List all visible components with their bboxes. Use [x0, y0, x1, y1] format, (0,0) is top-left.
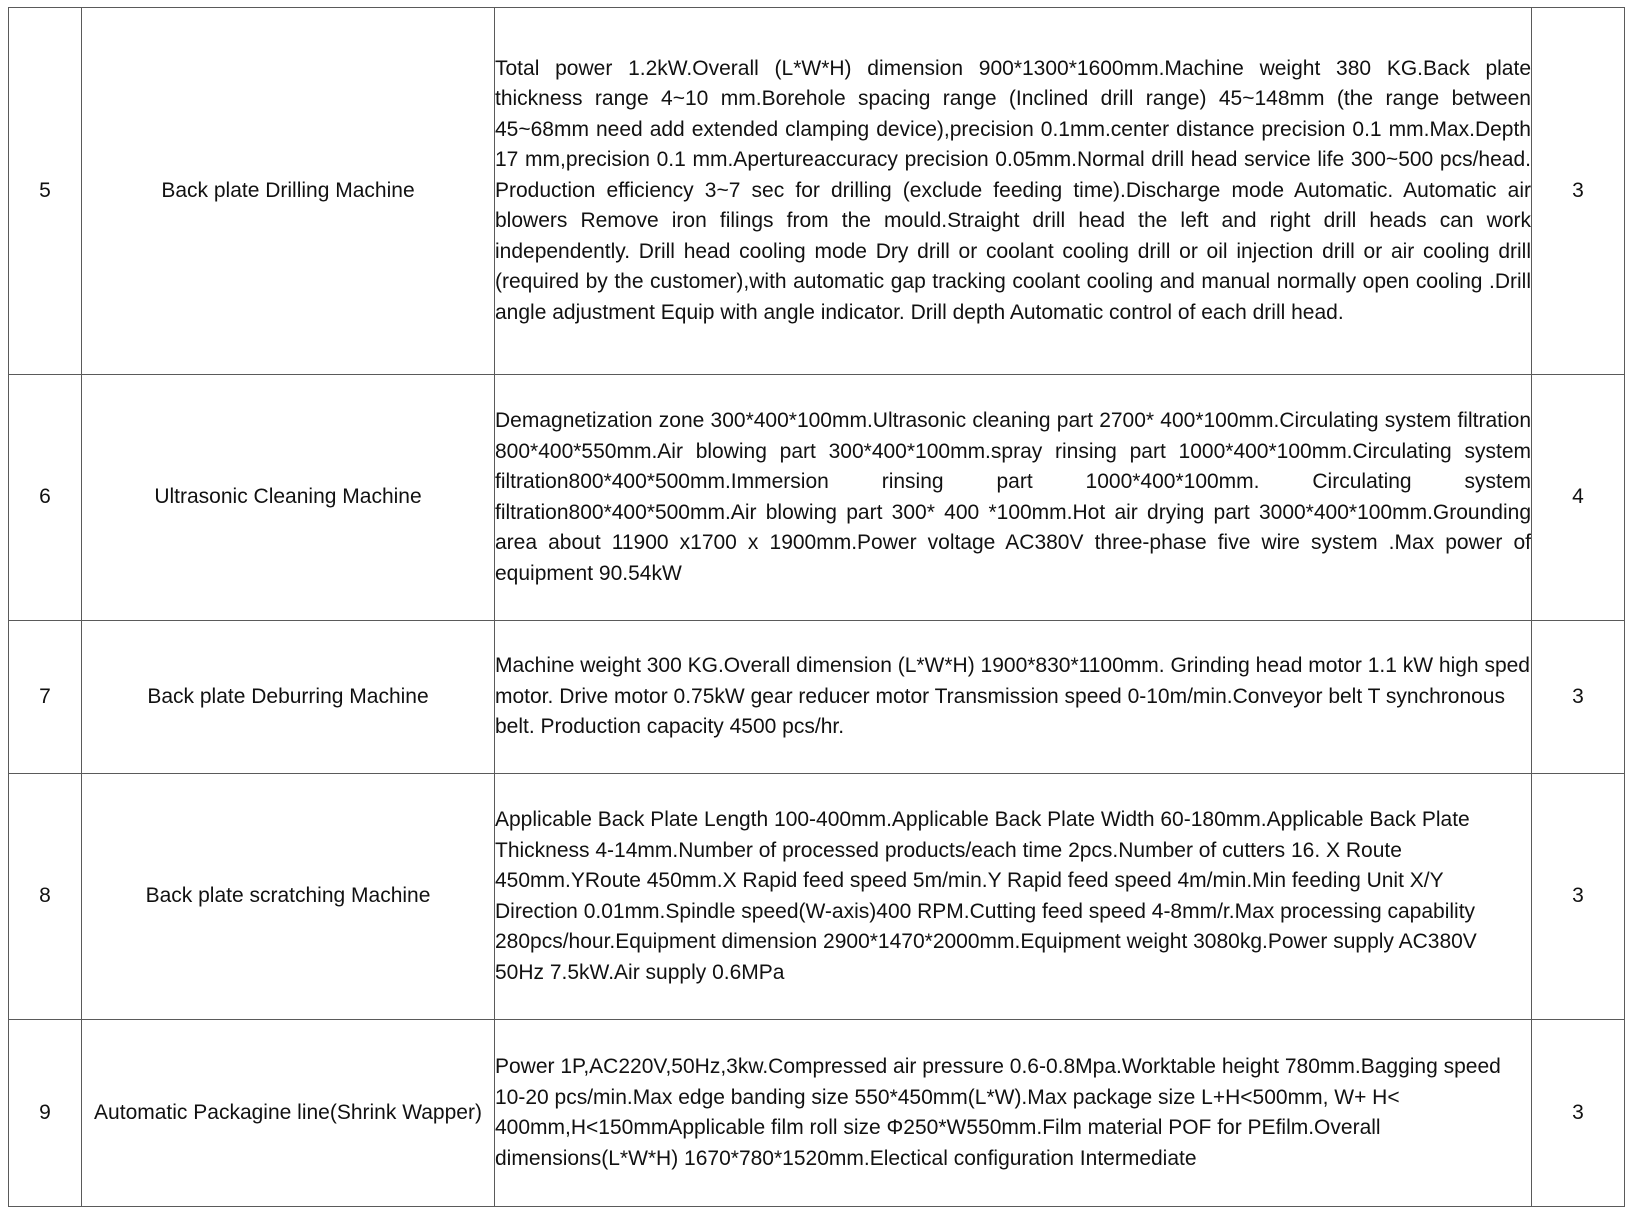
- machine-description: Demagnetization zone 300*400*100mm.Ultrasonic cleaning part 2700* 400*100mm.Circulating system filtration 800*400*550mm.Air blowing part 300*400*100mm.spray rinsing part 1000*400*100mm.Circulating system filtration800*400*500mm.Immersion rinsing part 1000*400*100mm. Circulating system filtration800*400*500mm.Air blowing part 300* 400 *100mm.Hot air drying part 3000*400*100mm.Grounding area about 11900 x1700 x 1900mm.Power voltage AC380V three-phase five wire system .Max power of equipment 90.54kW: [495, 375, 1532, 621]
- table-row: [9, 1020, 1625, 1207]
- table-row: [9, 375, 1625, 621]
- table-row: [9, 774, 1625, 1020]
- machine-name: Back plate scratching Machine: [82, 774, 495, 1020]
- machine-description: Applicable Back Plate Length 100-400mm.Applicable Back Plate Width 60-180mm.Applicable Back Plate Thickness 4-14mm.Number of processed products/each time 2pcs.Number of cutters 16. X Route 450mm.YRoute 450mm.X Rapid feed speed 5m/min.Y Rapid feed speed 4m/min.Min feeding Unit X/Y Direction 0.01mm.Spindle speed(W-axis)400 RPM.Cutting feed speed 4-8mm/r.Max processing capability 280pcs/hour.Equipment dimension 2900*1470*2000mm.Equipment weight 3080kg.Power supply AC380V 50Hz 7.5kW.Air supply 0.6MPa: [495, 774, 1532, 1020]
- machine-description: Total power 1.2kW.Overall (L*W*H) dimension 900*1300*1600mm.Machine weight 380 KG.Back plate thickness range 4~10 mm.Borehole spacing range (Inclined drill range) 45~148mm (the range between 45~68mm need add extended clamping device),precision 0.1mm.center distance precision 0.1 mm.Max.Depth 17 mm,precision 0.1 mm.Apertureaccuracy precision 0.05mm.Normal drill head service life 300~500 pcs/head. Production efficiency 3~7 sec for drilling (exclude feeding time).Discharge mode Automatic. Automatic air blowers Remove iron filings from the mould.Straight drill head the left and right drill heads can work independently. Drill head cooling mode Dry drill or coolant cooling drill or oil injection drill or air cooling drill (required by the customer),with automatic gap tracking coolant cooling and manual normally open cooling .Drill angle adjustment Equip with angle indicator. Drill depth Automatic control of each drill head.: [495, 8, 1532, 375]
- machine-quantity: 3: [1532, 1020, 1625, 1207]
- equipment-spec-table: [8, 7, 1625, 1207]
- machine-quantity: 3: [1532, 8, 1625, 375]
- row-number: 6: [9, 375, 82, 621]
- machine-quantity: 3: [1532, 621, 1625, 774]
- machine-name: Ultrasonic Cleaning Machine: [82, 375, 495, 621]
- machine-name: Back plate Deburring Machine: [82, 621, 495, 774]
- row-number: 8: [9, 774, 82, 1020]
- machine-name: Automatic Packagine line(Shrink Wapper): [82, 1020, 495, 1207]
- row-number: 7: [9, 621, 82, 774]
- machine-name: Back plate Drilling Machine: [82, 8, 495, 375]
- row-number: 9: [9, 1020, 82, 1207]
- machine-description: Machine weight 300 KG.Overall dimension (L*W*H) 1900*830*1100mm. Grinding head motor 1.1 kW high sped motor. Drive motor 0.75kW gear reducer motor Transmission speed 0-10m/min.Conveyor belt T synchronous belt. Production capacity 4500 pcs/hr.: [495, 621, 1532, 774]
- table-row: [9, 621, 1625, 774]
- table-row: [9, 8, 1625, 375]
- machine-quantity: 4: [1532, 375, 1625, 621]
- machine-quantity: 3: [1532, 774, 1625, 1020]
- row-number: 5: [9, 8, 82, 375]
- machine-description: Power 1P,AC220V,50Hz,3kw.Compressed air pressure 0.6-0.8Mpa.Worktable height 780mm.Bagging speed 10-20 pcs/min.Max edge banding size 550*450mm(L*W).Max package size L+H<500mm, W+ H< 400mm,H<150mmApplicable film roll size Φ250*W550mm.Film material POF for PEfilm.Overall dimensions(L*W*H) 1670*780*1520mm.Electical configuration Intermediate: [495, 1020, 1532, 1207]
